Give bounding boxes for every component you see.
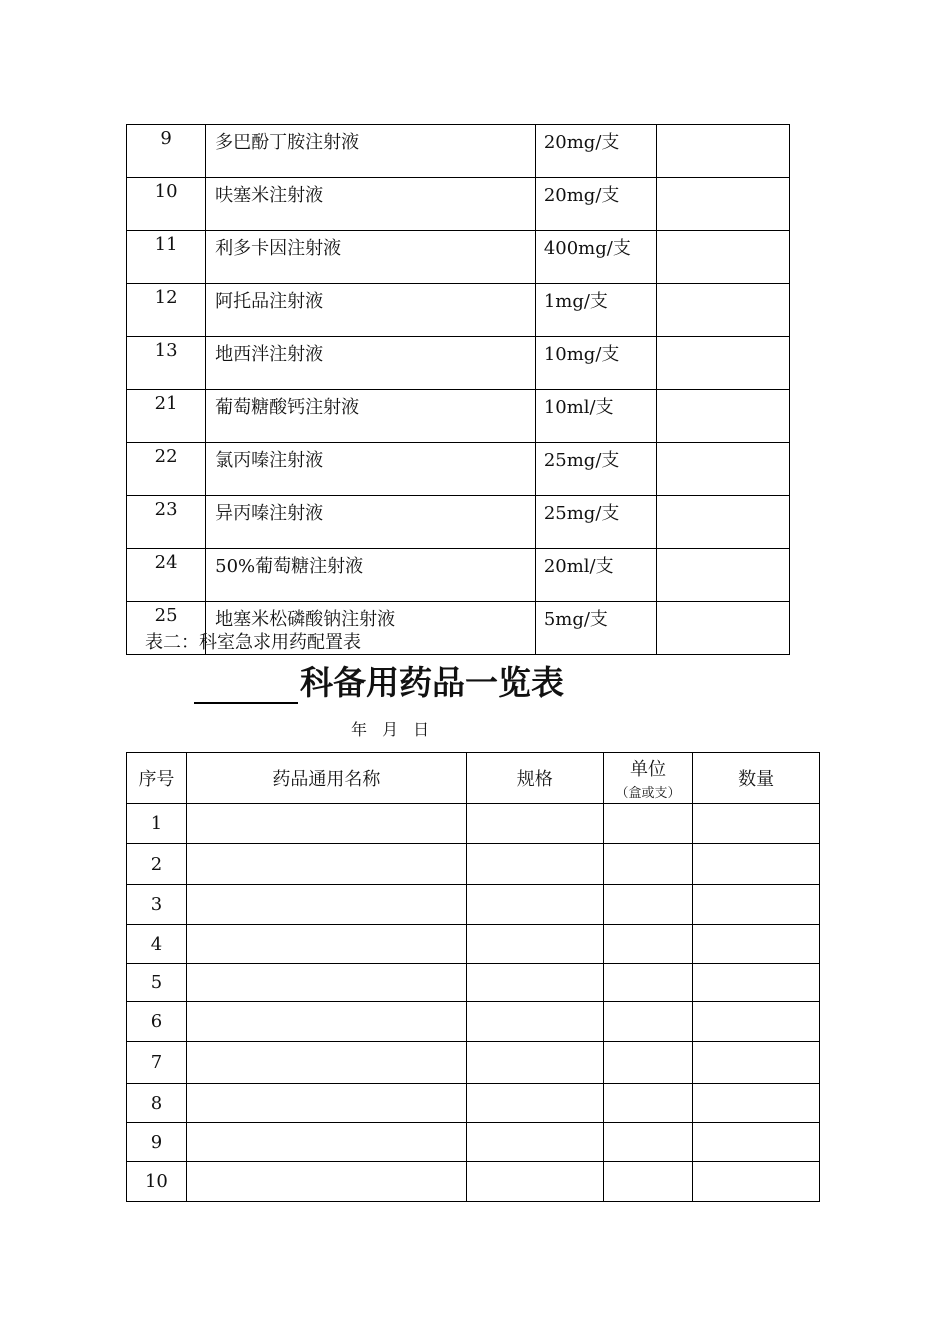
row-number: 1 [127, 804, 187, 844]
spec-cell[interactable] [466, 804, 603, 844]
row-number: 13 [127, 337, 206, 390]
unit-cell[interactable] [603, 1123, 693, 1162]
drug-qty[interactable] [657, 231, 790, 284]
header-spec: 规格 [466, 753, 603, 804]
header-unit-label: 单位 [629, 759, 666, 780]
drug-name: 多巴酚丁胺注射液 [206, 125, 536, 178]
unit-cell[interactable] [603, 925, 693, 964]
drug-spec: 25mg/支 [535, 443, 657, 496]
spec-cell[interactable] [466, 1042, 603, 1084]
spec-cell[interactable] [466, 1002, 603, 1042]
header-no: 序号 [127, 753, 187, 804]
drug-spec: 5mg/支 [535, 602, 657, 655]
row-number: 12 [127, 284, 206, 337]
unit-cell[interactable] [603, 1084, 693, 1123]
table-row [127, 178, 790, 231]
spec-cell[interactable] [466, 1162, 603, 1202]
row-number: 23 [127, 496, 206, 549]
drug-qty[interactable] [657, 390, 790, 443]
drug-qty[interactable] [657, 549, 790, 602]
unit-cell[interactable] [603, 844, 693, 885]
spec-cell[interactable] [466, 925, 603, 964]
title-text: 科备用药品一览表 [300, 663, 564, 702]
drug-name: 葡萄糖酸钙注射液 [206, 390, 536, 443]
row-number: 7 [127, 1042, 187, 1084]
table-row [127, 1162, 820, 1202]
drug-qty[interactable] [657, 602, 790, 655]
drug-qty[interactable] [657, 443, 790, 496]
table-row [127, 804, 820, 844]
row-number: 2 [127, 844, 187, 885]
row-number: 9 [127, 1123, 187, 1162]
drug-name-cell[interactable] [186, 1123, 466, 1162]
table-row [127, 337, 790, 390]
drug-spec: 20mg/支 [535, 178, 657, 231]
drug-name: 呋塞米注射液 [206, 178, 536, 231]
row-number: 8 [127, 1084, 187, 1123]
row-number: 3 [127, 885, 187, 925]
qty-cell[interactable] [693, 925, 820, 964]
row-number: 25 [127, 602, 206, 655]
table-row [127, 390, 790, 443]
drug-qty[interactable] [657, 496, 790, 549]
drug-qty[interactable] [657, 178, 790, 231]
drug-name-cell[interactable] [186, 804, 466, 844]
date-line: 年 月 日 [351, 720, 430, 739]
row-number: 6 [127, 1002, 187, 1042]
drug-name-cell[interactable] [186, 925, 466, 964]
drug-name-cell[interactable] [186, 1002, 466, 1042]
drug-name-cell[interactable] [186, 885, 466, 925]
drug-spec: 20ml/支 [535, 549, 657, 602]
header-unit [603, 753, 693, 804]
drug-spec: 25mg/支 [535, 496, 657, 549]
row-number: 21 [127, 390, 206, 443]
table-row [127, 443, 790, 496]
row-number: 4 [127, 925, 187, 964]
table-row [127, 1042, 820, 1084]
spec-cell[interactable] [466, 964, 603, 1002]
header-row [127, 753, 820, 804]
spec-cell[interactable] [466, 885, 603, 925]
drug-name-cell[interactable] [186, 1084, 466, 1123]
table-row [127, 284, 790, 337]
unit-cell[interactable] [603, 1042, 693, 1084]
header-drug-name: 药品通用名称 [186, 753, 466, 804]
drug-name: 利多卡因注射液 [206, 231, 536, 284]
qty-cell[interactable] [693, 1084, 820, 1123]
header-qty: 数量 [693, 753, 820, 804]
drug-spec: 10ml/支 [535, 390, 657, 443]
drug-name-cell[interactable] [186, 844, 466, 885]
standby-drug-list-table [126, 752, 820, 1202]
row-number: 10 [127, 1162, 187, 1202]
qty-cell[interactable] [693, 1042, 820, 1084]
drug-name-cell[interactable] [186, 964, 466, 1002]
unit-cell[interactable] [603, 885, 693, 925]
table-row [127, 125, 790, 178]
drug-spec: 20mg/支 [535, 125, 657, 178]
spec-cell[interactable] [466, 1084, 603, 1123]
table-row [127, 1123, 820, 1162]
department-name-blank[interactable] [194, 668, 298, 704]
unit-cell[interactable] [603, 1162, 693, 1202]
table-caption: 表二：科室急求用药配置表 [145, 632, 361, 653]
qty-cell[interactable] [693, 1002, 820, 1042]
drug-spec: 400mg/支 [535, 231, 657, 284]
drug-name: 50%葡萄糖注射液 [206, 549, 536, 602]
drug-name: 氯丙嗪注射液 [206, 443, 536, 496]
drug-qty[interactable] [657, 284, 790, 337]
drug-spec: 1mg/支 [535, 284, 657, 337]
drug-qty[interactable] [657, 337, 790, 390]
table-row [127, 925, 820, 964]
table-row [127, 496, 790, 549]
drug-name: 异丙嗪注射液 [206, 496, 536, 549]
table-row [127, 1084, 820, 1123]
qty-cell[interactable] [693, 964, 820, 1002]
spec-cell[interactable] [466, 844, 603, 885]
qty-cell[interactable] [693, 1162, 820, 1202]
unit-cell[interactable] [603, 804, 693, 844]
page-title [194, 657, 564, 704]
drug-name-cell[interactable] [186, 1162, 466, 1202]
unit-cell[interactable] [603, 1002, 693, 1042]
row-number: 5 [127, 964, 187, 1002]
header-unit-sub: （盒或支） [615, 786, 681, 801]
table-row [127, 885, 820, 925]
drug-spec: 10mg/支 [535, 337, 657, 390]
qty-cell[interactable] [693, 804, 820, 844]
drug-name-cell[interactable] [186, 1042, 466, 1084]
table-row [127, 844, 820, 885]
qty-cell[interactable] [693, 1123, 820, 1162]
qty-cell[interactable] [693, 844, 820, 885]
row-number: 9 [127, 125, 206, 178]
table-row [127, 1002, 820, 1042]
drug-name: 地塞米松磷酸钠注射液 [206, 602, 536, 655]
qty-cell[interactable] [693, 885, 820, 925]
row-number: 24 [127, 549, 206, 602]
drug-qty[interactable] [657, 125, 790, 178]
drug-name: 阿托品注射液 [206, 284, 536, 337]
row-number: 10 [127, 178, 206, 231]
spec-cell[interactable] [466, 1123, 603, 1162]
row-number: 22 [127, 443, 206, 496]
table-row [127, 549, 790, 602]
row-number: 11 [127, 231, 206, 284]
drug-name: 地西泮注射液 [206, 337, 536, 390]
table-row [127, 964, 820, 1002]
table-row [127, 231, 790, 284]
drug-config-table-continued [126, 124, 790, 655]
unit-cell[interactable] [603, 964, 693, 1002]
